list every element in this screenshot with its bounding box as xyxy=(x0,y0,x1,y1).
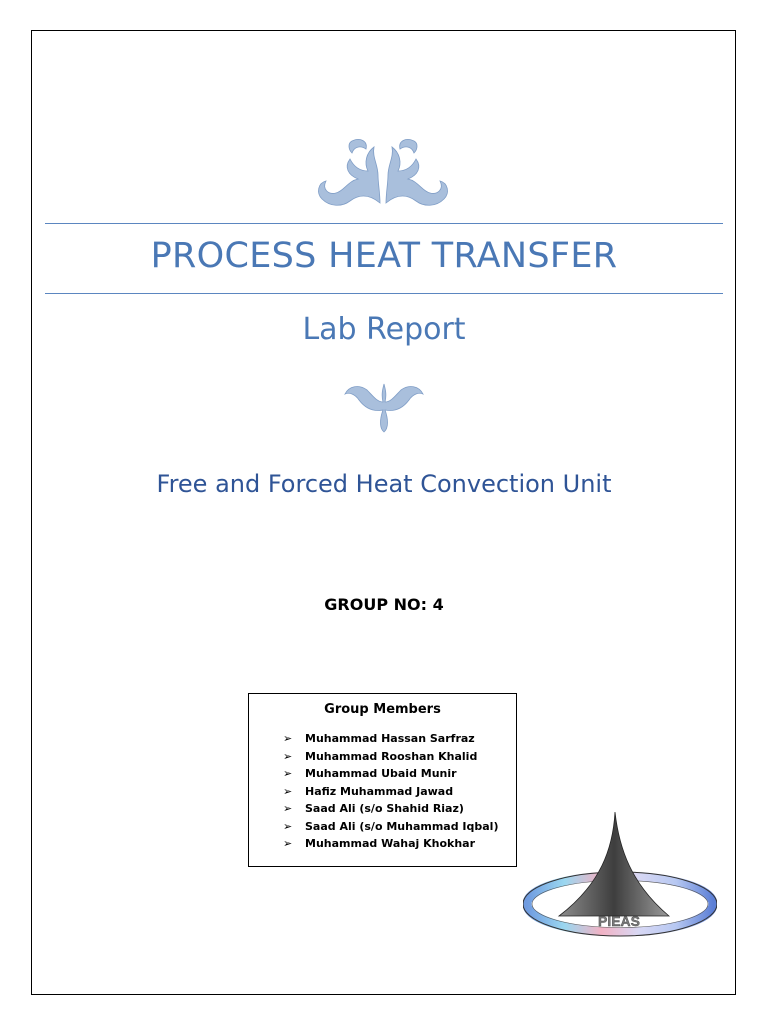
member-name: Saad Ali (s/o Muhammad Iqbal) xyxy=(305,819,499,833)
arrow-bullet-icon: ➢ xyxy=(283,784,293,798)
list-item xyxy=(283,835,498,853)
arrow-bullet-icon: ➢ xyxy=(283,837,293,850)
member-name: Muhammad Hassan Sarfraz xyxy=(305,732,475,745)
group-number: GROUP NO: 4 xyxy=(324,595,444,614)
group-members-heading: Group Members xyxy=(324,702,441,717)
document-subtitle: Lab Report xyxy=(302,312,466,347)
logo-spire xyxy=(559,812,669,916)
list-item xyxy=(283,800,498,818)
list-item xyxy=(283,783,498,801)
logo-text: PIEAS xyxy=(597,913,641,929)
list-item xyxy=(283,748,498,766)
list-item xyxy=(283,818,498,836)
member-name: Muhammad Ubaid Munir xyxy=(305,767,457,780)
title-rule-top xyxy=(45,223,723,224)
arrow-bullet-icon: ➢ xyxy=(283,819,293,833)
list-item xyxy=(283,730,498,748)
arrow-bullet-icon: ➢ xyxy=(283,732,293,745)
member-name: Muhammad Rooshan Khalid xyxy=(305,749,478,763)
arrow-bullet-icon: ➢ xyxy=(283,767,293,780)
member-name: Muhammad Wahaj Khokhar xyxy=(305,837,476,850)
fleuron-ornament-icon xyxy=(343,378,425,434)
member-name: Saad Ali (s/o Shahid Riaz) xyxy=(305,802,464,815)
title-rule-bottom xyxy=(45,293,723,294)
member-name: Hafiz Muhammad Jawad xyxy=(305,784,454,798)
group-members-box xyxy=(248,693,517,867)
floral-ornament-icon xyxy=(308,133,458,213)
list-item xyxy=(283,765,498,783)
arrow-bullet-icon: ➢ xyxy=(283,749,293,763)
experiment-title: Free and Forced Heat Convection Unit xyxy=(156,470,612,498)
arrow-bullet-icon: ➢ xyxy=(283,802,293,815)
group-members-list xyxy=(283,730,498,853)
pieas-logo xyxy=(523,808,717,938)
document-title: PROCESS HEAT TRANSFER xyxy=(150,236,618,276)
